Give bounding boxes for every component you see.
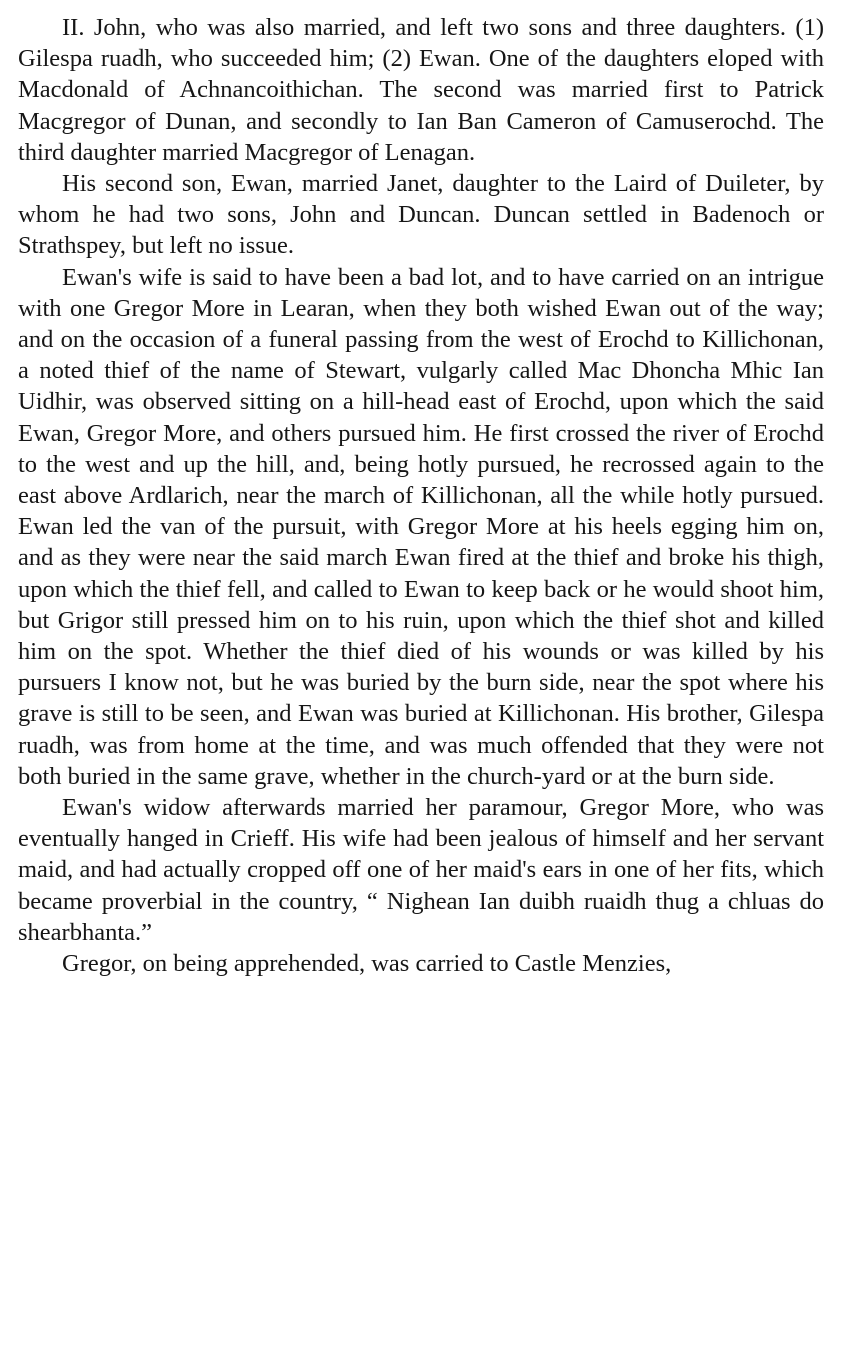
document-page — [18, 12, 824, 979]
paragraph-ewan-death: Ewan's wife is said to have been a bad lot, and to have carried on an intrigue with one Gregor More in Learan, when they both wished Ewan out of the way; and on the occasion of a funeral passing from the west of Erochd to Killichonan, a noted thief of the name of Stewart, vulgarly called Mac Dhoncha Mhic Ian Uidhir, was observed sitting on a hill-head east of Erochd, upon which the said Ewan, Gregor More, and others pursued him. He first crossed the river of Erochd to the west and up the hill, and, being hotly pursued, he recrossed again to the east above Ardlarich, near the march of Killichonan, all the while hotly pursued. Ewan led the van of the pursuit, with Gregor More at his heels egging him on, and as they were near the said march Ewan fired at the thief and broke his thigh, upon which the thief fell, and called to Ewan to keep back or he would shoot him, but Grigor still pressed him on to his ruin, upon which the thief shot and killed him on the spot. Whether the thief died of his wounds or was killed by his pursuers I know not, but he was buried by the burn side, near the spot where his grave is still to be seen, and Ewan was buried at Killichonan. His brother, Gilespa ruadh, was from home at the time, and was much offended that they were not both buried in the same grave, whether in the church-yard or at the burn side. — [18, 263, 824, 790]
paragraph-ewan-marriage: His second son, Ewan, married Janet, daughter to the Laird of Duileter, by whom he had two sons, John and Duncan. Duncan settled in Badenoch or Strathspey, but left no issue. — [18, 170, 824, 260]
paragraph-gregor-apprehended: Gregor, on being apprehended, was carried to Castle Menzies, — [62, 950, 672, 978]
paragraph-john-family: II. John, who was also married, and left two sons and three daughters. (1) Gilespa ruadh, who succeeded him; (2) Ewan. One of the daughters eloped with Macdonald of Achnancoithichan. The second was married first to Patrick Macgregor of Dunan, and secondly to Ian Ban Cameron of Camuserochd. The third daughter married Macgregor of Lenagan. — [18, 14, 824, 166]
paragraph-widow-remarriage: Ewan's widow afterwards married her paramour, Gregor More, who was eventually hanged in Crieff. His wife had been jealous of himself and her servant maid, and had actually cropped off one of her maid's ears in one of her fits, which became proverbial in the country, “ Nighean Ian duibh ruaidh thug a chluas do shearbhanta.” — [18, 794, 824, 946]
